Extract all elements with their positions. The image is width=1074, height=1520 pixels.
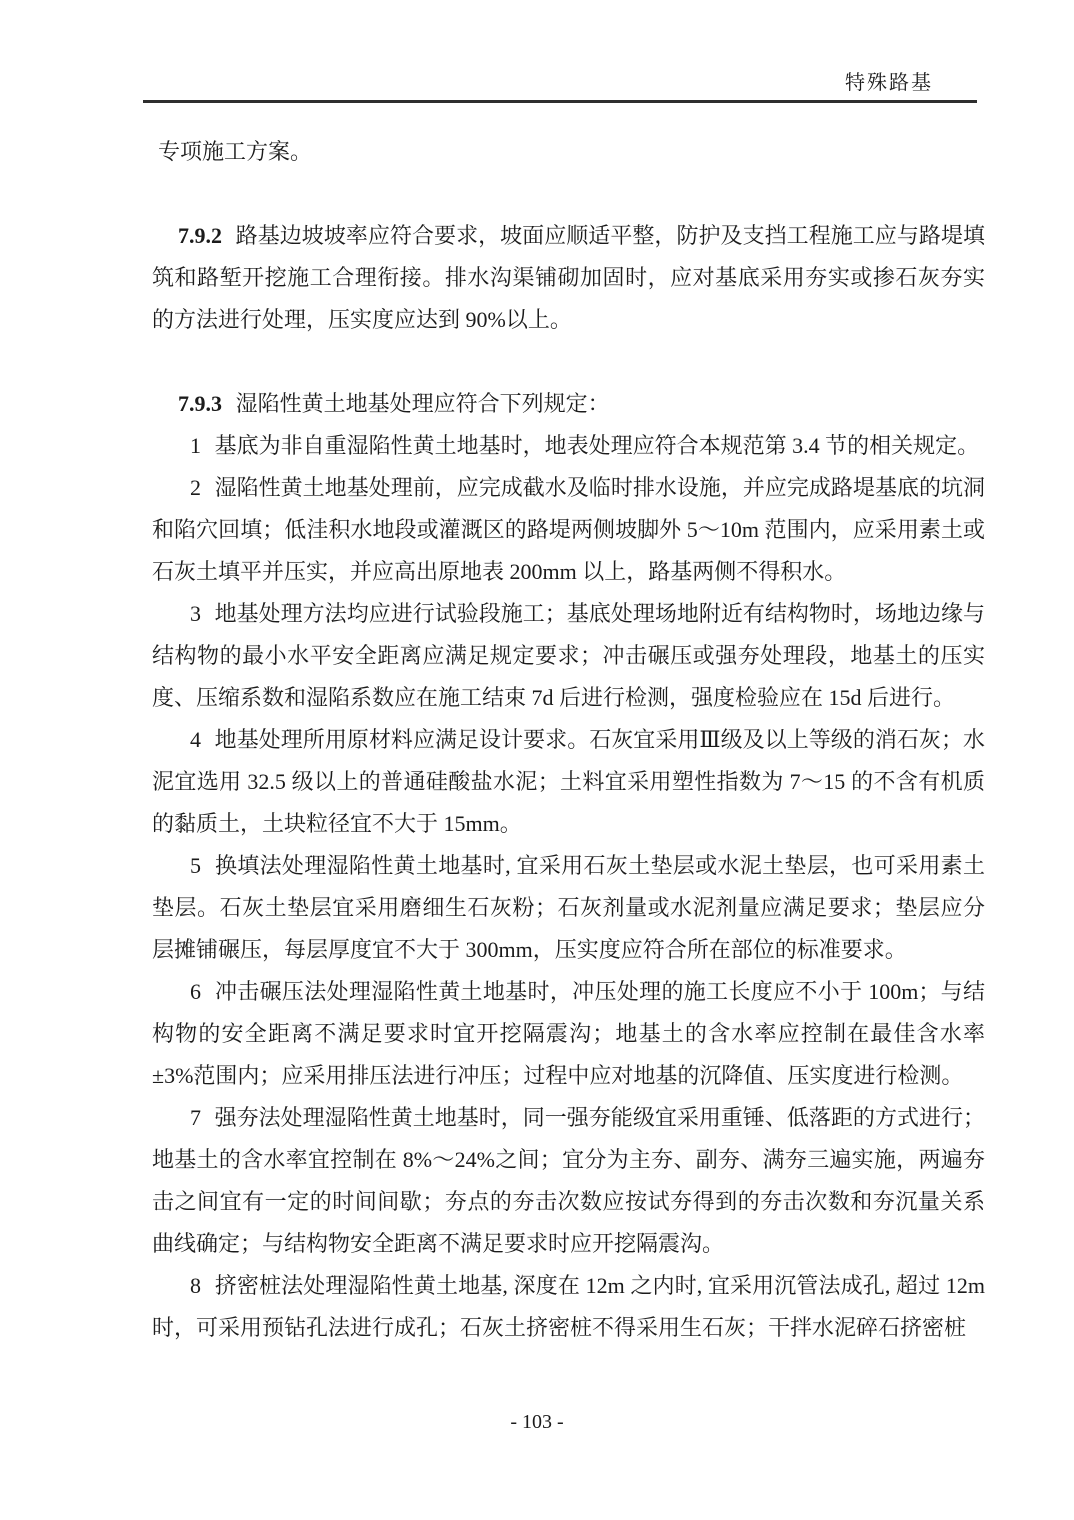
paragraph-text: 路基边坡坡率应符合要求，坡面应顺适平整，防护及支挡工程施工应与路堤填筑和路堑开挖施工合理衔接。排水沟渠铺砌加固时，应对基底采用夯实或掺石灰夯实的方法进行处理，压实度应达到 90%以上。 [152,223,985,332]
item-number: 4 [190,727,201,752]
list-item-paragraph [152,1097,985,1265]
item-number: 3 [190,601,201,626]
page-header [0,0,933,96]
paragraph-text: 冲击碾压法处理湿陷性黄土地基时，冲压处理的施工长度应不小于 100m；与结构物的安全距离不满足要求时宜开挖隔震沟；地基土的含水率应控制在最佳含水率±3%范围内；应采用排压法进行冲压；过程中应对地基的沉降值、压实度进行检测。 [152,979,985,1088]
paragraph-text: 地基处理所用原材料应满足设计要求。石灰宜采用Ⅲ级及以上等级的消石灰；水泥宜选用 32.5 级以上的普通硅酸盐水泥；土料宜采用塑性指数为 7～15 的不含有机质的黏质土，土块粒径宜不大于 15mm。 [152,727,985,836]
item-number: 5 [190,853,201,878]
list-item-paragraph [152,971,985,1097]
item-number: 1 [190,433,201,458]
section-paragraph [152,215,985,341]
page-footer [0,1410,1074,1434]
item-number: 8 [190,1273,201,1298]
list-item-paragraph [152,1265,985,1349]
paragraph-text: 基底为非自重湿陷性黄土地基时，地表处理应符合本规范第 3.4 节的相关规定。 [214,433,980,458]
header-title: 特殊路基 [845,72,933,94]
section-number: 7.9.3 [178,391,222,416]
item-number: 6 [190,979,201,1004]
paragraph-text: 换填法处理湿陷性黄土地基时, 宜采用石灰土垫层或水泥土垫层，也可采用素土垫层。石灰土垫层宜采用磨细生石灰粉；石灰剂量或水泥剂量应满足要求；垫层应分层摊铺碾压，每层厚度宜不大于 300mm，压实度应符合所在部位的标准要求。 [152,853,985,962]
paragraph-text: 地基处理方法均应进行试验段施工；基底处理场地附近有结构物时，场地边缘与结构物的最小水平安全距离应满足规定要求；冲击碾压或强夯处理段，地基土的压实度、压缩系数和湿陷系数应在施工结束 7d 后进行检测，强度检验应在 15d 后进行。 [152,601,985,710]
paragraph-text: 专项施工方案。 [158,139,313,164]
list-item-paragraph [152,467,985,593]
section-number: 7.9.2 [178,223,222,248]
section-paragraph [152,383,985,425]
page-number: - 103 - [510,1411,564,1433]
item-number: 7 [190,1105,201,1130]
paragraph-text: 湿陷性黄土地基处理前，应完成截水及临时排水设施，并应完成路堤基底的坑洞和陷穴回填；低洼积水地段或灌溉区的路堤两侧坡脚外 5～10m 范围内，应采用素土或石灰土填平并压实，并应高出原地表 200mm 以上，路基两侧不得积水。 [152,475,985,584]
paragraph-text: 强夯法处理湿陷性黄土地基时，同一强夯能级宜采用重锤、低落距的方式进行；地基土的含水率宜控制在 8%～24%之间；宜分为主夯、副夯、满夯三遍实施，两遍夯击之间宜有一定的时间间歇；夯点的夯击次数应按试夯得到的夯击次数和夯沉量关系曲线确定；与结构物安全距离不满足要求时应开挖隔震沟。 [152,1105,985,1256]
paragraph-text: 挤密桩法处理湿陷性黄土地基, 深度在 12m 之内时, 宜采用沉管法成孔, 超过 12m 时，可采用预钻孔法进行成孔；石灰土挤密桩不得采用生石灰；干拌水泥碎石挤密桩 [152,1273,985,1340]
item-number: 2 [190,475,201,500]
list-item-paragraph [152,425,985,467]
list-item-paragraph [152,719,985,845]
list-item-paragraph [152,845,985,971]
list-item-paragraph [152,593,985,719]
paragraph-text: 湿陷性黄土地基处理应符合下列规定： [235,391,610,416]
body-paragraph [152,131,985,173]
document-body [152,103,985,1349]
